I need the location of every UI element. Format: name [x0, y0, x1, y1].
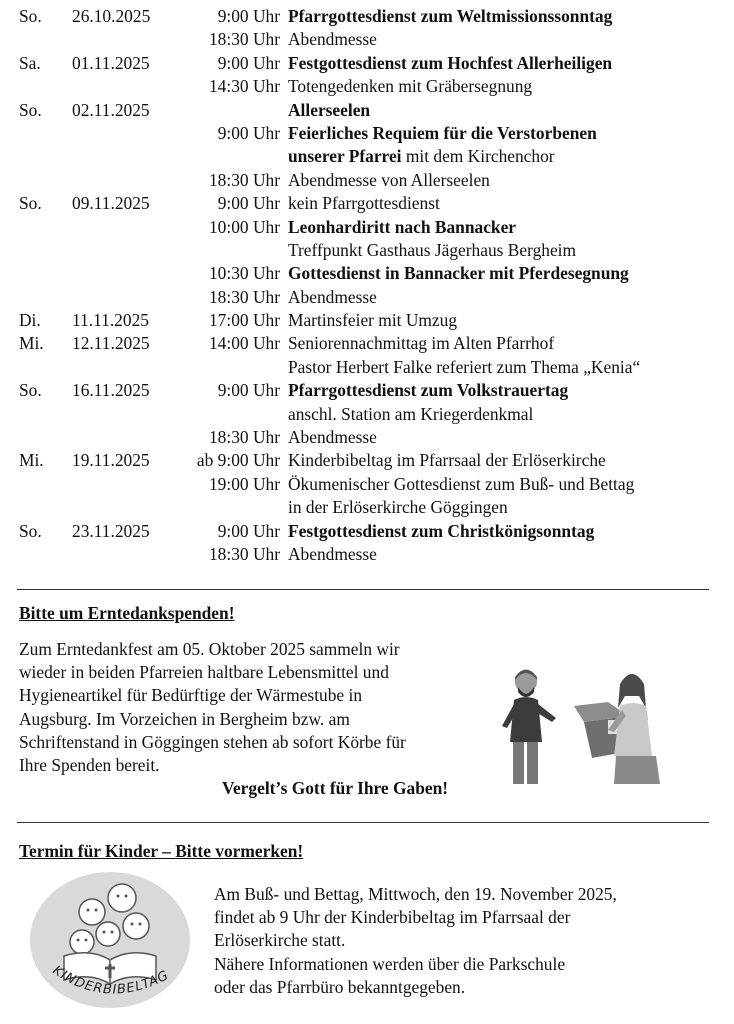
- schedule-row: [0, 286, 734, 309]
- schedule-date: 11.11.2025: [72, 310, 149, 331]
- schedule-event: [288, 169, 490, 192]
- text-line: Erlöserkirche statt.: [214, 930, 346, 951]
- kinderbibeltag-logo: [30, 868, 190, 1008]
- schedule-time: 10:00 Uhr: [208, 216, 280, 237]
- text-line: findet ab 9 Uhr der Kinderbibeltag im Pfarrsaal der: [214, 907, 571, 928]
- event-text: Abendmesse: [288, 543, 377, 564]
- schedule-row: [0, 543, 734, 566]
- schedule-date: 09.11.2025: [72, 193, 150, 214]
- text-line: Zum Erntedankfest am 05. Oktober 2025 sammeln wir: [19, 639, 400, 659]
- event-text: anschl. Station am Kriegerdenkmal: [288, 403, 534, 424]
- child-face-icon: [123, 913, 149, 939]
- child-face-icon: [70, 930, 94, 954]
- schedule-date: 19.11.2025: [72, 450, 150, 471]
- text-line: wieder in beiden Pfarreien haltbare Lebensmittel und: [19, 662, 389, 683]
- schedule-event: [288, 216, 516, 239]
- schedule-time: 18:30 Uhr: [208, 29, 280, 50]
- schedule-event: [288, 473, 634, 496]
- schedule-event: [288, 239, 576, 262]
- event-schedule: [0, 5, 734, 566]
- event-text: Festgottesdienst zum Christkönigsonntag: [288, 520, 595, 541]
- event-text: Leonhardiritt nach Bannacker: [288, 216, 517, 237]
- schedule-row: [0, 52, 734, 75]
- event-text: Kinderbibeltag im Pfarrsaal der Erlöserkirche: [288, 450, 606, 471]
- schedule-time: 18:30 Uhr: [208, 286, 280, 307]
- text-line: oder das Pfarrbüro bekanntgegeben.: [214, 976, 466, 997]
- schedule-day: So.: [19, 520, 42, 541]
- schedule-date: 02.11.2025: [72, 99, 150, 120]
- schedule-time: 9:00 Uhr: [217, 520, 280, 541]
- schedule-event: [288, 356, 640, 379]
- text-line: Ihre Spenden bereit.: [19, 754, 160, 775]
- child-face-icon: [79, 899, 105, 925]
- schedule-time: 14:30 Uhr: [208, 76, 280, 97]
- schedule-time: 10:30 Uhr: [208, 263, 280, 284]
- erntedank-heading: Bitte um Erntedankspenden!: [19, 603, 235, 623]
- schedule-time: 9:00 Uhr: [217, 52, 280, 73]
- schedule-row: [0, 28, 734, 51]
- text-line: Nähere Informationen werden über die Parkschule: [214, 953, 566, 974]
- schedule-event: [288, 28, 377, 51]
- schedule-row: [0, 379, 734, 402]
- thanks-line: Vergelt’s Gott für Ihre Gaben!: [222, 778, 449, 798]
- event-text: Abendmesse von Allerseelen: [288, 169, 490, 190]
- divider: [17, 822, 709, 823]
- event-text: unserer Pfarrei: [288, 146, 402, 167]
- schedule-day: So.: [19, 99, 42, 120]
- schedule-row: [0, 332, 734, 355]
- schedule-row: [0, 169, 734, 192]
- event-text: Allerseelen: [288, 99, 371, 120]
- event-text: Feierliches Requiem für die Verstorbenen: [288, 122, 597, 143]
- schedule-event: [288, 5, 612, 28]
- event-text: Pfarrgottesdienst zum Weltmissionssonntag: [288, 6, 613, 26]
- schedule-date: 26.10.2025: [72, 6, 151, 26]
- schedule-event: [288, 403, 533, 426]
- event-text: Martinsfeier mit Umzug: [288, 310, 458, 331]
- schedule-row: [0, 122, 734, 145]
- schedule-event: [288, 543, 377, 566]
- event-text: Abendmesse: [288, 427, 377, 448]
- schedule-row: [0, 145, 734, 168]
- schedule-row: [0, 75, 734, 98]
- text-line: Augsburg. Im Vorzeichen in Bergheim bzw. am: [19, 708, 350, 729]
- event-text: Gottesdienst in Bannacker mit Pferdesegnung: [288, 263, 629, 284]
- schedule-row: [0, 426, 734, 449]
- schedule-event: [288, 192, 440, 215]
- schedule-time: 9:00 Uhr: [217, 6, 280, 26]
- text-line: Am Buß- und Bettag, Mittwoch, den 19. November 2025,: [214, 884, 617, 904]
- schedule-time: 18:30 Uhr: [208, 427, 280, 448]
- schedule-row: [0, 449, 734, 472]
- divider: [17, 589, 709, 590]
- schedule-event: [288, 426, 377, 449]
- schedule-day: Mi.: [19, 450, 44, 471]
- schedule-date: 16.11.2025: [72, 380, 150, 401]
- schedule-row: [0, 309, 734, 332]
- schedule-date: 12.11.2025: [72, 333, 150, 354]
- erntedank-text: [19, 638, 406, 777]
- schedule-row: [0, 356, 734, 379]
- event-text: Treffpunkt Gasthaus Jägerhaus Bergheim: [288, 239, 577, 260]
- schedule-row: [0, 496, 734, 519]
- schedule-event: [288, 145, 555, 168]
- schedule-day: Mi.: [19, 333, 44, 354]
- schedule-date: 01.11.2025: [72, 52, 150, 73]
- logo-text: KINDERBIBELTAG: [49, 963, 172, 998]
- schedule-row: [0, 520, 734, 543]
- event-text: kein Pfarrgottesdienst: [288, 193, 440, 214]
- schedule-date: 23.11.2025: [72, 520, 150, 541]
- schedule-day: Sa.: [19, 52, 41, 73]
- man-body-icon: [510, 697, 542, 742]
- schedule-event: [288, 99, 370, 122]
- event-text: Festgottesdienst zum Hochfest Allerheiligen: [288, 52, 613, 73]
- schedule-event: [288, 75, 532, 98]
- schedule-time: 17:00 Uhr: [208, 310, 280, 331]
- schedule-event: [288, 286, 377, 309]
- schedule-event: [288, 449, 606, 472]
- schedule-row: [0, 473, 734, 496]
- schedule-time: 18:30 Uhr: [208, 169, 280, 190]
- event-text: in der Erlöserkirche Göggingen: [288, 497, 508, 518]
- schedule-time: 9:00 Uhr: [217, 380, 280, 401]
- schedule-event: [288, 496, 508, 519]
- schedule-row: [0, 239, 734, 262]
- schedule-day: So.: [19, 380, 42, 401]
- schedule-event: [288, 309, 457, 332]
- child-face-icon: [96, 922, 120, 946]
- child-face-icon: [108, 884, 136, 912]
- schedule-event: [288, 262, 629, 285]
- event-text: mit dem Kirchenchor: [401, 146, 555, 167]
- schedule-day: So.: [19, 193, 42, 214]
- schedule-time: 14:00 Uhr: [208, 333, 280, 354]
- event-text: Totengedenken mit Gräbersegnung: [288, 76, 533, 97]
- schedule-row: [0, 192, 734, 215]
- event-text: Abendmesse: [288, 29, 377, 50]
- schedule-day: So.: [19, 6, 42, 26]
- schedule-row: [0, 403, 734, 426]
- kinder-text: [214, 883, 617, 999]
- schedule-time: 19:00 Uhr: [208, 473, 280, 494]
- schedule-time: 9:00 Uhr: [217, 193, 280, 214]
- text-line: Hygieneartikel für Bedürftige der Wärmestube in: [19, 685, 363, 706]
- donation-illustration: [496, 660, 672, 788]
- event-text: Pastor Herbert Falke referiert zum Thema „Kenia“: [288, 356, 641, 377]
- schedule-event: [288, 520, 594, 543]
- event-text: Abendmesse: [288, 286, 377, 307]
- event-text: Ökumenischer Gottesdienst zum Buß- und Bettag: [288, 473, 635, 494]
- event-text: Seniorennachmittag im Alten Pfarrhof: [288, 333, 555, 354]
- schedule-time: 18:30 Uhr: [208, 543, 280, 564]
- schedule-event: [288, 379, 568, 402]
- event-text: Pfarrgottesdienst zum Volkstrauertag: [288, 380, 569, 401]
- schedule-event: [288, 122, 597, 145]
- kinder-heading: Termin für Kinder – Bitte vormerken!: [19, 841, 304, 861]
- schedule-event: [288, 52, 612, 75]
- schedule-row: [0, 99, 734, 122]
- schedule-row: [0, 216, 734, 239]
- schedule-time: 9:00 Uhr: [217, 122, 280, 143]
- schedule-event: [288, 332, 554, 355]
- schedule-row: [0, 262, 734, 285]
- schedule-time: ab 9:00 Uhr: [196, 450, 280, 471]
- woman-body-icon: [614, 703, 652, 756]
- schedule-row: [0, 5, 734, 28]
- text-line: Schriftenstand in Göggingen stehen ab sofort Körbe für: [19, 731, 406, 752]
- schedule-day: Di.: [19, 310, 41, 331]
